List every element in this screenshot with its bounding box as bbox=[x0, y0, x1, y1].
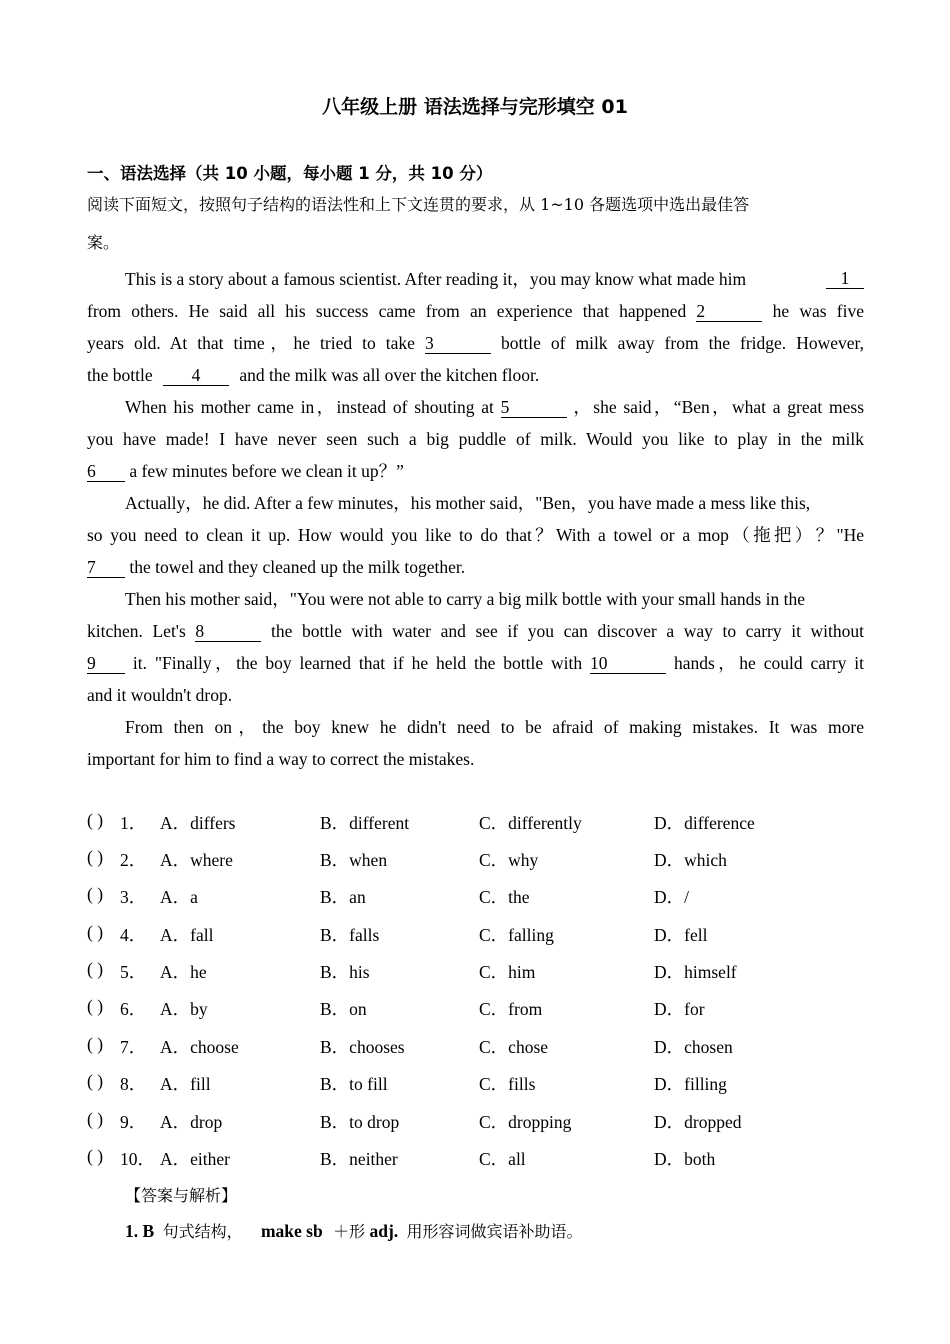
passage-line: important for him to find a way to correct the mistakes. bbox=[87, 749, 475, 769]
option-c[interactable]: C．chose bbox=[479, 1037, 549, 1057]
passage-line: you have made! I have never seen such a big puddle of milk. Would you like to play in the milk bbox=[87, 429, 864, 449]
answer-paren[interactable]: ( ) bbox=[87, 1109, 104, 1129]
question-row bbox=[87, 1071, 867, 1097]
passage-line bbox=[87, 457, 864, 485]
question-row bbox=[87, 1034, 867, 1060]
passage-text: years old. At that time，he tried to take bbox=[87, 333, 415, 353]
option-d[interactable]: D．/ bbox=[654, 887, 689, 907]
passage-text: he was five bbox=[772, 301, 865, 321]
option-d[interactable]: D．for bbox=[654, 999, 705, 1019]
blank-6: 6 bbox=[87, 461, 125, 482]
blank-5: 5 bbox=[501, 397, 567, 418]
instructions-line-2: 案。 bbox=[87, 233, 120, 252]
option-b[interactable]: B．neither bbox=[320, 1149, 398, 1169]
passage-text: from others. He said all his success came from an experience that happened bbox=[87, 301, 687, 321]
passage-text: and the milk was all over the kitchen floor. bbox=[239, 365, 540, 385]
question-number: 5． bbox=[120, 962, 147, 982]
explanation-text: 句式结构， bbox=[162, 1222, 243, 1241]
option-d[interactable]: D．both bbox=[654, 1149, 716, 1169]
blank-8: 8 bbox=[195, 621, 261, 642]
answer-paren[interactable]: ( ) bbox=[87, 810, 104, 830]
question-number: 3． bbox=[120, 887, 147, 907]
option-b[interactable]: B．to drop bbox=[320, 1112, 400, 1132]
option-b[interactable]: B．to fill bbox=[320, 1074, 388, 1094]
instructions-line-1: 阅读下面短文，按照句子结构的语法性和上下文连贯的要求，从 1~10 各题选项中选出最佳答 bbox=[87, 195, 750, 214]
option-a[interactable]: A．choose bbox=[160, 1037, 239, 1057]
passage-text: kitchen. Let's bbox=[87, 621, 186, 641]
blank-10: 10 bbox=[590, 653, 666, 674]
answer-paren[interactable]: ( ) bbox=[87, 1146, 104, 1166]
option-a[interactable]: A．fill bbox=[160, 1074, 211, 1094]
option-a[interactable]: A．where bbox=[160, 850, 233, 870]
question-row bbox=[87, 959, 867, 985]
passage-line bbox=[87, 297, 864, 325]
option-a[interactable]: A．differs bbox=[160, 813, 236, 833]
option-c[interactable]: C．him bbox=[479, 962, 536, 982]
answer-paren[interactable]: ( ) bbox=[87, 1034, 104, 1054]
passage-text: hands，he could carry it bbox=[673, 653, 865, 673]
answer-paren[interactable]: ( ) bbox=[87, 1071, 104, 1091]
passage-text: ，she said，“Ben，what a great mess bbox=[573, 397, 865, 417]
question-number: 2． bbox=[120, 850, 147, 870]
option-d[interactable]: D．difference bbox=[654, 813, 755, 833]
explanation-text: ＋形 bbox=[333, 1222, 366, 1241]
question-number: 1． bbox=[120, 813, 147, 833]
option-b[interactable]: B．falls bbox=[320, 925, 380, 945]
option-b[interactable]: B．chooses bbox=[320, 1037, 405, 1057]
blank-7: 7 bbox=[87, 557, 125, 578]
passage-text: it. "Finally，the boy learned that if he held the bottle with bbox=[132, 653, 583, 673]
option-d[interactable]: D．which bbox=[654, 850, 727, 870]
option-b[interactable]: B．when bbox=[320, 850, 388, 870]
passage-text: the towel and they cleaned up the milk together. bbox=[129, 557, 466, 577]
option-c[interactable]: C．why bbox=[479, 850, 539, 870]
question-number: 7． bbox=[120, 1037, 147, 1057]
passage-line bbox=[87, 553, 864, 581]
answer-paren[interactable]: ( ) bbox=[87, 884, 104, 904]
passage-text: When his mother came in，instead of shouting at bbox=[125, 397, 494, 417]
option-b[interactable]: B．an bbox=[320, 887, 366, 907]
passage-text: This is a story about a famous scientist. After reading it，you may know what made him bbox=[125, 269, 747, 289]
question-number: 4． bbox=[120, 925, 147, 945]
option-a[interactable]: A．he bbox=[160, 962, 207, 982]
question-number: 6． bbox=[120, 999, 147, 1019]
option-a[interactable]: A．either bbox=[160, 1149, 230, 1169]
option-d[interactable]: D．himself bbox=[654, 962, 737, 982]
explanation-bold: adj. bbox=[369, 1221, 399, 1241]
option-c[interactable]: C．differently bbox=[479, 813, 582, 833]
option-d[interactable]: D．filling bbox=[654, 1074, 727, 1094]
section-heading: 一、语法选择（共 10 小题，每小题 1 分，共 10 分） bbox=[87, 164, 493, 183]
passage-line: Then his mother said，"You were not able to carry a big milk bottle with your small hands in the bbox=[125, 589, 805, 609]
blank-9: 9 bbox=[87, 653, 125, 674]
passage-line bbox=[87, 649, 864, 677]
option-b[interactable]: B．his bbox=[320, 962, 370, 982]
passage-line bbox=[125, 393, 864, 421]
question-row bbox=[87, 922, 867, 948]
option-c[interactable]: C．from bbox=[479, 999, 543, 1019]
question-number: 8． bbox=[120, 1074, 147, 1094]
answer-paren[interactable]: ( ) bbox=[87, 959, 104, 979]
answer-number: 1. B bbox=[125, 1221, 155, 1241]
option-d[interactable]: D．chosen bbox=[654, 1037, 733, 1057]
passage-text: the bottle bbox=[87, 365, 153, 385]
option-c[interactable]: C．falling bbox=[479, 925, 554, 945]
blank-3: 3 bbox=[425, 333, 491, 354]
explanation-text: 用形容词做宾语补助语。 bbox=[406, 1222, 583, 1241]
passage-line: and it wouldn't drop. bbox=[87, 685, 233, 705]
option-a[interactable]: A．a bbox=[160, 887, 198, 907]
option-a[interactable]: A．by bbox=[160, 999, 208, 1019]
option-c[interactable]: C．fills bbox=[479, 1074, 536, 1094]
passage-line bbox=[87, 329, 864, 357]
question-row bbox=[87, 810, 867, 836]
option-a[interactable]: A．fall bbox=[160, 925, 214, 945]
option-c[interactable]: C．the bbox=[479, 887, 530, 907]
blank-2: 2 bbox=[696, 301, 762, 322]
passage-line: Actually，he did. After a few minutes，his mother said，"Ben，you have made a mess like this, bbox=[125, 493, 811, 513]
option-c[interactable]: C．all bbox=[479, 1149, 526, 1169]
answer-paren[interactable]: ( ) bbox=[87, 996, 104, 1016]
option-b[interactable]: B．on bbox=[320, 999, 367, 1019]
option-d[interactable]: D．fell bbox=[654, 925, 708, 945]
passage-text: bottle of milk away from the fridge. However, bbox=[500, 333, 865, 353]
option-d[interactable]: D．dropped bbox=[654, 1112, 742, 1132]
explanation-bold: make sb bbox=[260, 1221, 323, 1241]
passage-text: the bottle with water and see if you can discover a way to carry it without bbox=[271, 621, 865, 641]
question-row bbox=[87, 847, 867, 873]
passage-line: From then on，the boy knew he didn't need to be afraid of making mistakes. It was more bbox=[125, 717, 864, 737]
answer-paren[interactable]: ( ) bbox=[87, 847, 104, 867]
blank-4: 4 bbox=[163, 365, 229, 386]
option-a[interactable]: A．drop bbox=[160, 1112, 223, 1132]
question-row bbox=[87, 884, 867, 910]
answer-heading: 【答案与解析】 bbox=[125, 1186, 238, 1205]
passage-line bbox=[87, 265, 864, 293]
question-row bbox=[87, 1109, 867, 1135]
answer-paren[interactable]: ( ) bbox=[87, 922, 104, 942]
passage-line bbox=[87, 361, 864, 389]
page-title: 八年级上册 语法选择与完形填空 01 bbox=[322, 96, 628, 118]
question-number: 9． bbox=[120, 1112, 147, 1132]
passage-text: a few minutes before we clean it up？” bbox=[129, 461, 404, 481]
question-row bbox=[87, 996, 867, 1022]
blank-1: 1 bbox=[826, 268, 864, 289]
question-row bbox=[87, 1146, 867, 1172]
answer-explanation bbox=[125, 1219, 583, 1242]
question-number: 10． bbox=[120, 1149, 155, 1169]
option-b[interactable]: B．different bbox=[320, 813, 410, 833]
passage-line: so you need to clean it up. How would you like to do that？With a towel or a mop（拖把）？"He bbox=[87, 525, 864, 545]
option-c[interactable]: C．dropping bbox=[479, 1112, 572, 1132]
passage-line bbox=[87, 617, 864, 645]
